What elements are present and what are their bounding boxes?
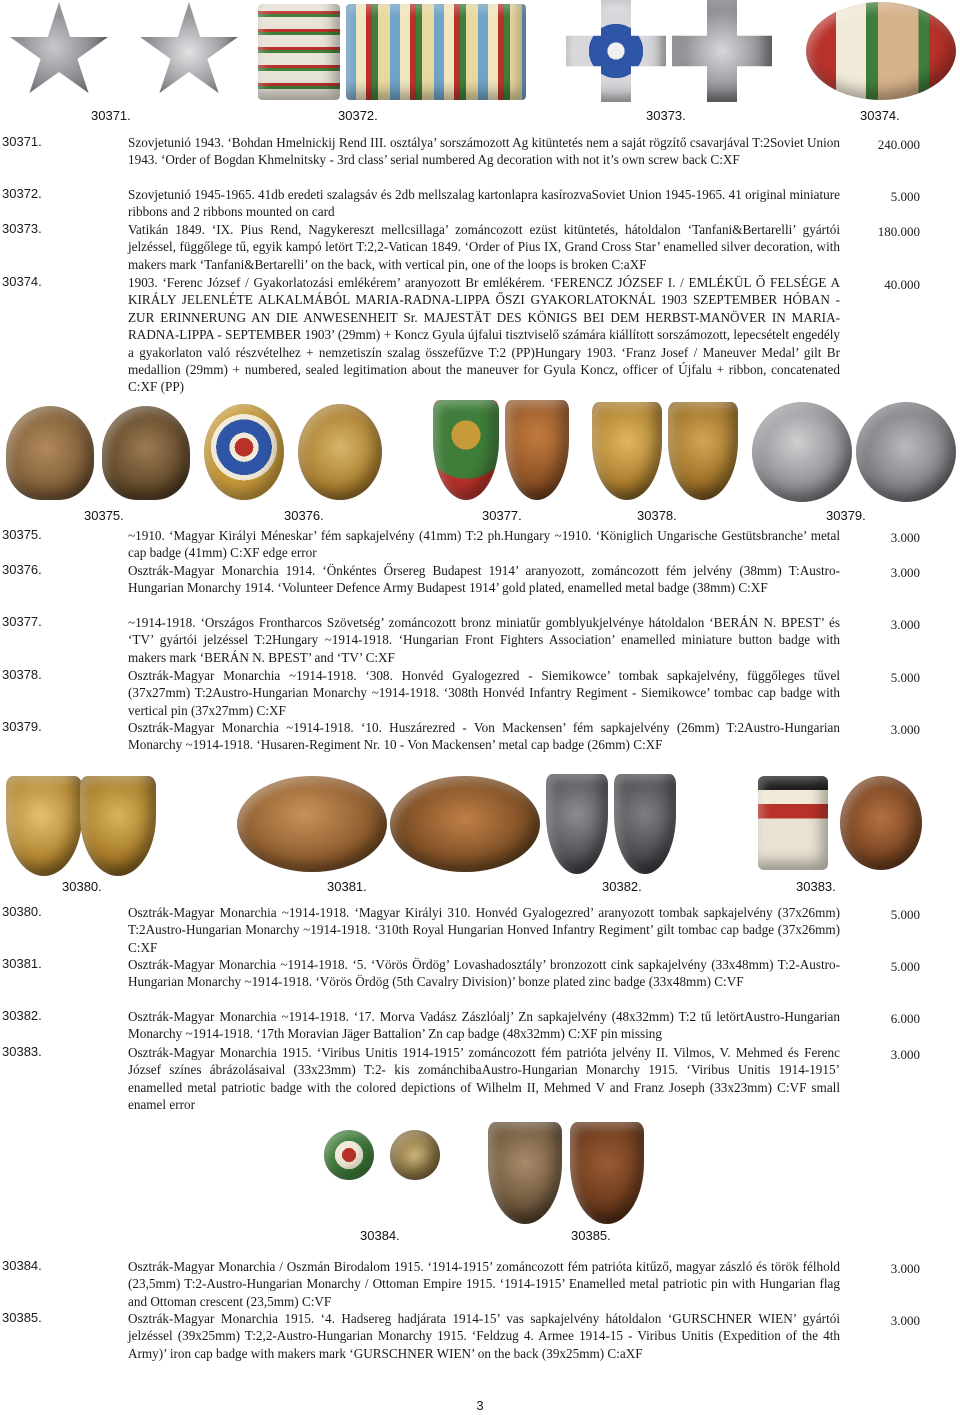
- lot-price: 3.000: [890, 530, 920, 545]
- lot-description: Osztrák-Magyar Monarchia ~1914-1918. ‘5. ‘Vörös Ördög’ Lovashadosztály’ bronzozott cink sapkajelvény (33x48mm) T:2-Austro-Hungarian Monarchy ~1914-1918. ‘Vörös Ördög (5th Cavalry Division)’ bonze plated zinc badge (33x48mm) C:VF: [128, 957, 840, 990]
- lot-number: 30373.: [2, 221, 42, 236]
- lot-description: Osztrák-Magyar Monarchia 1915. ‘Viribus Unitis 1914-1915’ zománcozott fém patrióta jelvény II. Vilmos, V. Mehmed és Ferenc József színes ábrázolásaival (33x23mm) T:2- kis zománchibaAustro-Hungarian Monarchy 1915. ‘Viribus Unitis 1914-1915’ enamelled metal patriotic badge with the colored depictions of Wilhelm II, Mehmed V and Franz Joseph (33x23mm) C:VF small enamel error: [128, 1045, 840, 1113]
- lot-price: 40.000: [884, 277, 920, 292]
- moravian-jager-badge-reverse-photo: [614, 774, 676, 874]
- viribus-unitis-badge-obverse-photo: [758, 776, 828, 870]
- regiment-308-badge-obverse-photo: [592, 402, 662, 500]
- lot-entry: [0, 1258, 960, 1310]
- lot-entry: [0, 134, 960, 184]
- lot-price: 5.000: [890, 959, 920, 974]
- lot-price: 3.000: [890, 617, 920, 632]
- lot-entry: [0, 614, 960, 666]
- lot-entry: [0, 562, 960, 614]
- volunteer-army-badge-obverse-photo: [204, 404, 284, 500]
- lot-entry: [0, 956, 960, 1008]
- red-devil-badge-reverse-photo: [390, 776, 540, 872]
- cap-badge-horse-obverse-photo: [6, 406, 94, 500]
- photo-caption: 30377.: [482, 508, 522, 523]
- lot-entry: [0, 1044, 960, 1114]
- photo-strip-3: [0, 770, 960, 878]
- lot-entry: [0, 274, 960, 394]
- lot-price: 5.000: [890, 189, 920, 204]
- lot-price: 5.000: [890, 907, 920, 922]
- mackensen-badge-reverse-photo: [856, 402, 956, 502]
- maneuver-medal-ribbon-photo: [806, 2, 956, 100]
- photo-caption: 30384.: [360, 1228, 400, 1243]
- lot-price: 6.000: [890, 1011, 920, 1026]
- page-number: 3: [476, 1398, 484, 1413]
- order-bogdan-obverse-photo: [8, 2, 110, 102]
- regiment-308-badge-reverse-photo: [668, 402, 738, 500]
- mackensen-badge-obverse-photo: [752, 402, 852, 502]
- lot-number: 30381.: [2, 956, 42, 971]
- lot-description: Osztrák-Magyar Monarchia ~1914-1918. ‘10. Huszárezred - Von Mackensen’ fém sapkajelvény (26mm) T:2Austro-Hungarian Monarchy ~1914-1918. ‘Husaren-Regiment Nr. 10 - Von Mackensen’ metal cap badge (26mm) C:XF: [128, 720, 840, 753]
- photo-caption: 30375.: [84, 508, 124, 523]
- volunteer-army-badge-reverse-photo: [298, 404, 382, 500]
- front-fighters-badge-obverse-photo: [433, 400, 499, 500]
- lot-price: 240.000: [877, 137, 920, 152]
- lot-entry: [0, 719, 960, 755]
- lot-price: 3.000: [890, 565, 920, 580]
- photo-caption: 30372.: [338, 108, 378, 123]
- caption-row-1: [0, 108, 960, 124]
- lot-number: 30379.: [2, 719, 42, 734]
- lot-number: 30383.: [2, 1044, 42, 1059]
- photo-strip-1: [0, 0, 960, 105]
- feldzug-badge-obverse-photo: [488, 1122, 562, 1224]
- lot-description: ~1914-1918. ‘Országos Frontharcos Szövetség’ zománcozott bronz miniatűr gomblyukjelvénye hátoldalon ‘BERÁN N. BPEST’ és ‘TV’ gyártói jelzéssel T:2Hungary ~1914-1918. ‘Hungarian Front Fighters Association’ enamelled miniature button badge with makers mark ‘BERÁN N. BPEST’ and ‘TV’ C:XF: [128, 615, 840, 665]
- lot-entry: [0, 186, 960, 220]
- photo-caption: 30378.: [637, 508, 677, 523]
- photo-caption: 30374.: [860, 108, 900, 123]
- lot-description: Szovjetunió 1945-1965. 41db eredeti szalagsáv és 2db mellszalag kartonlapra kasírozvaSoviet Union 1945-1965. 41 original miniature ribbons and 2 ribbons mounted on card: [128, 187, 840, 220]
- regiment-310-badge-reverse-photo: [80, 776, 156, 876]
- lot-description: Szovjetunió 1943. ‘Bohdan Hmelnickij Rend III. osztálya’ sorszámozott Ag kitüntetés nem a saját rögzítő csavarjával T:2Soviet Union 1943. ‘Order of Bogdan Khmelnitsky - 3rd class’ serial numbered Ag decoration with not it’s own screw back C:XF: [128, 135, 840, 168]
- photo-caption: 30373.: [646, 108, 686, 123]
- lot-number: 30384.: [2, 1258, 42, 1273]
- photo-strip-2: [0, 398, 960, 506]
- cap-badge-horse-reverse-photo: [102, 406, 190, 500]
- ottoman-pin-reverse-photo: [390, 1130, 440, 1180]
- photo-caption: 30383.: [796, 879, 836, 894]
- lot-price: 180.000: [877, 224, 920, 239]
- caption-row-3: [0, 879, 960, 895]
- lot-number: 30377.: [2, 614, 42, 629]
- front-fighters-badge-reverse-photo: [505, 400, 569, 500]
- lot-description: Osztrák-Magyar Monarchia 1914. ‘Önkéntes Őrsereg Budapest 1914’ aranyozott, zománcozott fém jelvény (38mm) T:Austro-Hungarian Monarchy 1914. ‘Volunteer Defence Army Budapest 1914’ gold plated, enamelled metal badge (38mm) C:XF: [128, 563, 840, 596]
- lot-description: Osztrák-Magyar Monarchia ~1914-1918. ‘17. Morva Vadász Zászlóalj’ Zn sapkajelvény (48x32mm) T:2 tű letörtAustro-Hungarian Monarchy ~1914-1918. ‘17th Moravian Jäger Battalion’ Zn cap badge (48x32mm) C:XF pin missing: [128, 1009, 840, 1042]
- lot-number: 30371.: [2, 134, 42, 149]
- lot-number: 30374.: [2, 274, 42, 289]
- lot-number: 30376.: [2, 562, 42, 577]
- lot-number: 30380.: [2, 904, 42, 919]
- order-pius-star-reverse-photo: [672, 0, 772, 102]
- lot-price: 3.000: [890, 1047, 920, 1062]
- lot-entry: [0, 1310, 960, 1362]
- lot-entry: [0, 667, 960, 719]
- photo-caption: 30371.: [91, 108, 131, 123]
- lot-description: Osztrák-Magyar Monarchia ~1914-1918. ‘Magyar Királyi 310. Honvéd Gyalogezred’ aranyozott tombak sapkajelvény (37x26mm) T:2Austro-Hungarian Monarchy ~1914-1918. ‘310th Royal Hungarian Honved Infantry Regiment’ gilt tombac cap badge (37x26mm) C:XF: [128, 905, 840, 955]
- order-pius-star-obverse-photo: [566, 0, 666, 102]
- caption-row-4: [0, 1228, 960, 1244]
- order-bogdan-reverse-photo: [138, 2, 240, 102]
- red-devil-badge-obverse-photo: [237, 776, 387, 872]
- ottoman-pin-obverse-photo: [324, 1130, 374, 1180]
- lot-number: 30378.: [2, 667, 42, 682]
- photo-caption: 30379.: [826, 508, 866, 523]
- lot-price: 3.000: [890, 722, 920, 737]
- soviet-ribbons-card-photo: [258, 4, 340, 100]
- lot-price: 3.000: [890, 1261, 920, 1276]
- lot-description: Osztrák-Magyar Monarchia ~1914-1918. ‘308. Honvéd Gyalogezred - Siemikowce’ tombak sapkajelvény, függőleges tűvel (37x27mm) T:2Austro-Hungarian Monarchy ~1914-1918. ‘308th Honvéd Infantry Regiment - Siemikowce’ tombac cap badge with vertical pin (37x27mm) C:XF: [128, 668, 840, 718]
- lot-description: 1903. ‘Ferenc József / Gyakorlatozási emlékérem’ aranyozott Br emlékérem. ‘FERENCZ JÓZSEF I. / EMLÉKÜL Ő FELSÉGE A KIRÁLY JELENLÉTE ALKALMÁBÓL MARIA-RADNA-LIPPA ŐSZI GYAKORLATOKNÁL 1903 SZEPTEMBER HÓBAN - ZUR ERINNERUNG AN DIE ANWESENHEIT Sr. MAJESTÄT DES KÖNIGS BEI DEM HERBST-MANÖVER IN MARIA-RADNA-LIPPA - SEPTEMBER 1903’ (29mm) + Koncz Gyula újfalui tisztviselő számára kiállított sorszámozott, lepecsételt engedély a gyakorlaton való részvételhez + nemzetiszín szalag összefűzve T:2 (PP)Hungary 1903. ‘Franz Josef / Maneuver Medal’ gilt Br medallion (29mm) + numbered, sealed legitimation about the maneuver for Gyula Koncz, officer of Újfalu + ribbon, concatenated C:XF (PP): [128, 275, 840, 395]
- viribus-unitis-badge-reverse-photo: [840, 776, 922, 870]
- soviet-ribbons-photo: [346, 4, 526, 100]
- feldzug-badge-reverse-photo: [570, 1122, 644, 1224]
- photo-caption: 30380.: [62, 879, 102, 894]
- moravian-jager-badge-obverse-photo: [546, 774, 608, 874]
- lot-number: 30372.: [2, 186, 42, 201]
- lot-description: ~1910. ‘Magyar Királyi Méneskar’ fém sapkajelvény (41mm) T:2 ph.Hungary ~1910. ‘Königlich Ungarische Gestütsbranche’ metal cap badge (41mm) C:XF edge error: [128, 528, 840, 561]
- lot-description: Osztrák-Magyar Monarchia / Oszmán Birodalom 1915. ‘1914-1915’ zománcozott fém patrióta kitűző, magyar zászló és török félhold (23,5mm) T:2-Austro-Hungarian Monarchy / Ottoman Empire 1915. ‘1914-1915’ Enamelled metal patriotic pin with Hungarian flag and Ottoman crescent (23,5mm) C:VF: [128, 1259, 840, 1309]
- lot-entry: [0, 904, 960, 956]
- lot-entry: [0, 527, 960, 563]
- regiment-310-badge-obverse-photo: [6, 776, 82, 876]
- photo-strip-4: [0, 1118, 960, 1226]
- photo-caption: 30382.: [602, 879, 642, 894]
- lot-number: 30385.: [2, 1310, 42, 1325]
- lot-number: 30375.: [2, 527, 42, 542]
- lot-description: Vatikán 1849. ‘IX. Pius Rend, Nagykereszt mellcsillaga’ zománcozott ezüst kitüntetés, hátoldalon ‘Tanfani&Bertarelli’ gyártói jelzéssel, függőlege tű, egyik kampó letört T:2,2-Vatican 1849. ‘Order of Pius IX, Grand Cross Star’ enamelled silver decoration, with makers mark ‘Tanfani&Bertarelli’ on the back, with vertical pin, one of the loops is broken C:aXF: [128, 222, 840, 272]
- lot-entry: [0, 1008, 960, 1044]
- lot-description: Osztrák-Magyar Monarchia 1915. ‘4. Hadsereg hadjárata 1914-15’ vas sapkajelvény hátoldalon ‘GURSCHNER WIEN’ gyártói jelzéssel (39x25mm) T:2,2-Austro-Hungarian Monarchy 1915. ‘Feldzug 4. Armee 1914-15 - Viribus Unitis (Expedition of the 4th Army)’ iron cap badge with makers mark ‘GURSCHNER WIEN’ on the back (39x25mm) C:aXF: [128, 1311, 840, 1361]
- lot-price: 3.000: [890, 1313, 920, 1328]
- lot-entry: [0, 221, 960, 273]
- lot-price: 5.000: [890, 670, 920, 685]
- photo-caption: 30381.: [327, 879, 367, 894]
- photo-caption: 30376.: [284, 508, 324, 523]
- caption-row-2: [0, 508, 960, 524]
- photo-caption: 30385.: [571, 1228, 611, 1243]
- lot-number: 30382.: [2, 1008, 42, 1023]
